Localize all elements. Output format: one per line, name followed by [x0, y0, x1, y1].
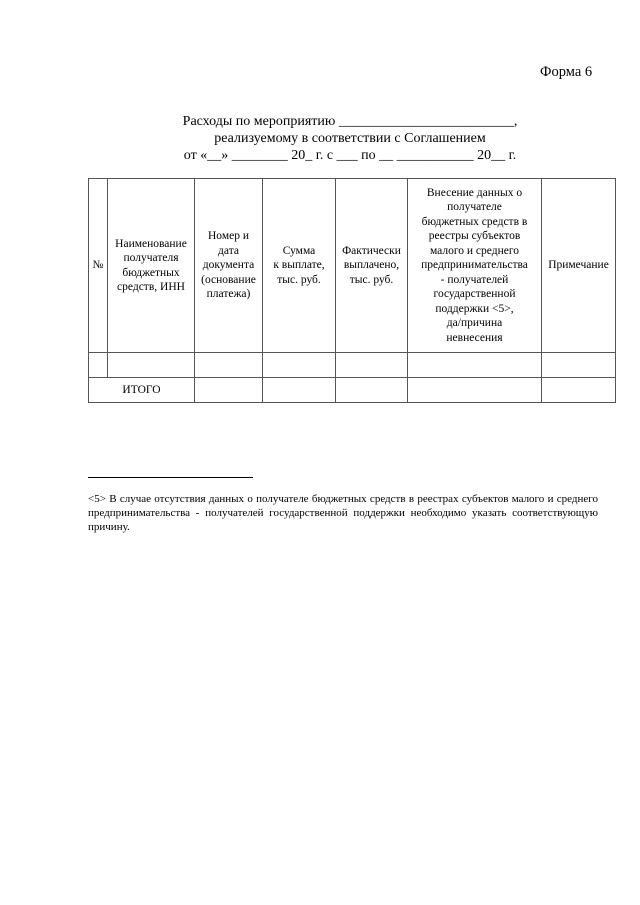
report-title-line-2: реализуемому в соответствии с Соглашением [214, 131, 486, 146]
footnote-text: <5> В случае отсутствия данных о получателе бюджетных средств в реестрах субъектов малого и среднего предпринимательства - получателей государственной поддержки необходимо указать соответствующую причину. [88, 493, 598, 533]
report-title-line-3: от «__» ________ 20_ г. с ___ по __ ___________ 20__ г. [183, 148, 517, 163]
report-title-line-1: Расходы по мероприятию _________________________, [182, 114, 518, 129]
table-cell[interactable] [408, 353, 542, 378]
footnote-divider [88, 477, 253, 478]
header-recipient-name: Наименование получателя бюджетных средств, ИНН [108, 179, 195, 353]
table-cell[interactable] [263, 378, 336, 403]
table-cell[interactable] [336, 353, 408, 378]
table-cell[interactable] [195, 353, 263, 378]
table-header-row [89, 179, 616, 353]
table-cell[interactable] [336, 378, 408, 403]
header-registry-entry: Внесение данных о получателе бюджетных средств в реестры субъектов малого и среднего предпринимательства - получателей государственной поддержки <5>, да/причина невнесения [408, 179, 542, 353]
total-label: ИТОГО [89, 378, 195, 403]
header-note: Примечание [542, 179, 616, 353]
table-cell[interactable] [408, 378, 542, 403]
table-total-row [89, 378, 616, 403]
table-cell[interactable] [542, 353, 616, 378]
header-number: № [89, 179, 108, 353]
expenses-table [88, 178, 616, 403]
table-cell[interactable] [263, 353, 336, 378]
table-cell[interactable] [195, 378, 263, 403]
table-cell[interactable] [89, 353, 108, 378]
header-actually-paid: Фактически выплачено, тыс. руб. [336, 179, 408, 353]
table-row [89, 353, 616, 378]
form-number-label: Форма 6 [540, 64, 593, 80]
header-document: Номер и дата документа (основание платежа) [195, 179, 263, 353]
table-cell[interactable] [108, 353, 195, 378]
table-cell[interactable] [542, 378, 616, 403]
header-amount-due: Сумма к выплате, тыс. руб. [263, 179, 336, 353]
